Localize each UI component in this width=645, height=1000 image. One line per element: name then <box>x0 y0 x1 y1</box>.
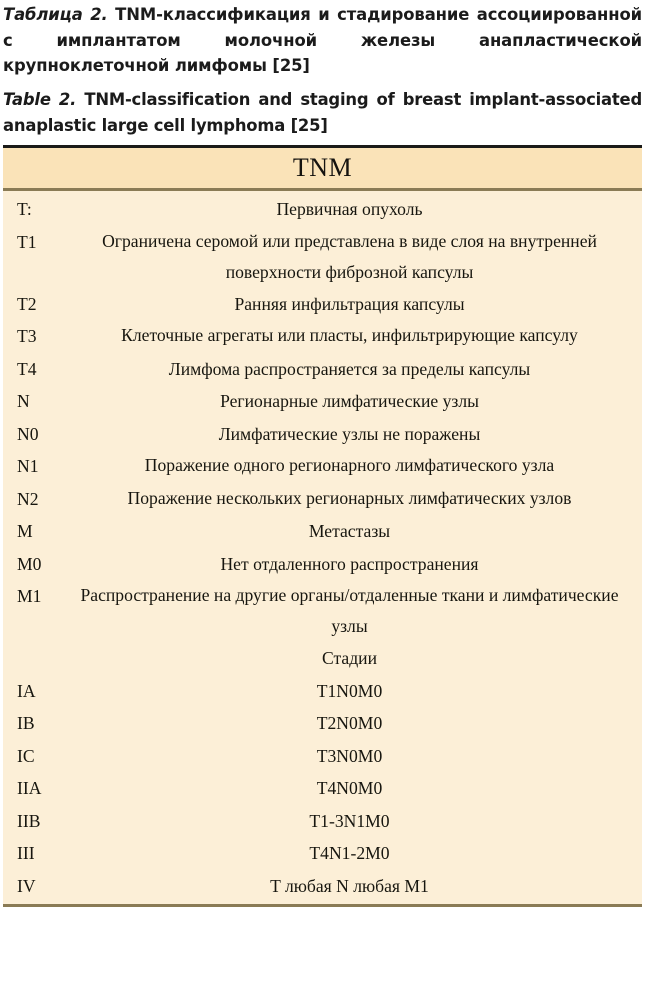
table-row <box>3 450 642 483</box>
table-row <box>3 418 642 451</box>
table-row-code: N <box>17 391 30 411</box>
table-row-code: IC <box>17 745 35 766</box>
caption-russian <box>3 2 642 79</box>
caption-english-lead: Table 2. <box>3 90 77 109</box>
table-header-tnm: TNM <box>3 148 642 188</box>
table-row <box>3 193 642 226</box>
table-row <box>3 483 642 516</box>
table-row-code: IIA <box>17 778 42 798</box>
table-row-description: Ограничена серомой или представлена в виде слоя на внутренней поверхности фиброзной капсулы <box>102 230 597 282</box>
table-row <box>3 805 642 838</box>
table-row-code: N0 <box>17 423 39 444</box>
table-row-code: T: <box>17 199 32 219</box>
table-row <box>3 870 642 903</box>
table-row-description: T1-3N1M0 <box>309 810 390 831</box>
table-row-description: T любая N любая M1 <box>270 875 429 896</box>
caption-english-text: TNM-classification and staging of breast implant-associated anaplastic large cell lymphoma [25] <box>3 90 642 135</box>
table-row <box>3 837 642 870</box>
table-row-code: III <box>17 843 35 863</box>
table-row <box>3 707 642 740</box>
table-row-code: M0 <box>17 553 42 574</box>
table-row <box>3 288 642 321</box>
table-row-description: Стадии <box>322 648 377 668</box>
table-row-description: Регионарные лимфатические узлы <box>220 391 479 411</box>
table-row-code: M <box>17 521 33 541</box>
caption-russian-lead: Таблица 2. <box>3 5 108 24</box>
table-row <box>3 320 642 353</box>
table-row-description: Поражение одного регионарного лимфатического узла <box>144 455 555 475</box>
table-row-description: Лимфома распространяется за пределы капсулы <box>168 358 531 379</box>
caption-english <box>3 87 642 138</box>
table-row-code: IB <box>17 713 35 733</box>
table-row-description: Клеточные агрегаты или пласты, инфильтрирующие капсулу <box>121 325 578 345</box>
table-row <box>3 580 642 642</box>
table-row <box>3 353 642 386</box>
table-body <box>3 191 642 904</box>
table-row-code: T1 <box>17 231 37 252</box>
table-row-description: T4N0M0 <box>316 778 383 798</box>
table-row <box>3 675 642 708</box>
table-row-code: IA <box>17 680 36 701</box>
table-row-code: M1 <box>17 586 42 606</box>
table-row-description: Поражение нескольких регионарных лимфатических узлов <box>127 487 572 508</box>
table-row-description: Распространение на другие органы/отдаленные ткани и лимфатические узлы <box>80 585 619 636</box>
table-row <box>3 642 642 675</box>
table-row-description: T4N1-2M0 <box>309 843 390 863</box>
table-row-description: Нет отдаленного распространения <box>220 553 479 574</box>
table-row-code: T4 <box>17 358 37 379</box>
tnm-table <box>3 145 642 907</box>
table-row-description: Ранняя инфильтрация капсулы <box>234 293 465 314</box>
table-row-description: Метастазы <box>308 521 391 541</box>
table-row-description: T2N0M0 <box>316 713 383 733</box>
table-row <box>3 385 642 418</box>
table-row <box>3 740 642 773</box>
table-row <box>3 226 642 288</box>
table-row-description: T1N0M0 <box>316 680 383 701</box>
table-row-code: T2 <box>17 293 37 314</box>
table-row-code: N1 <box>17 456 39 476</box>
table-row-code: N2 <box>17 488 39 509</box>
table-row <box>3 772 642 805</box>
table-row-description: Лимфатические узлы не поражены <box>218 423 481 444</box>
table-row-description: T3N0M0 <box>316 745 383 766</box>
table-row-code: IIB <box>17 810 41 831</box>
caption-russian-text: TNM-классификация и стадирование ассоциированной с имплантатом молочной железы анапластической крупноклеточной лимфомы [25] <box>3 5 642 76</box>
table-row-code: IV <box>17 875 36 896</box>
table-row <box>3 515 642 548</box>
table-row <box>3 548 642 581</box>
table-row-code: T3 <box>17 326 37 346</box>
table-bottom-rule <box>3 904 642 907</box>
table-row-description: Первичная опухоль <box>276 199 423 219</box>
